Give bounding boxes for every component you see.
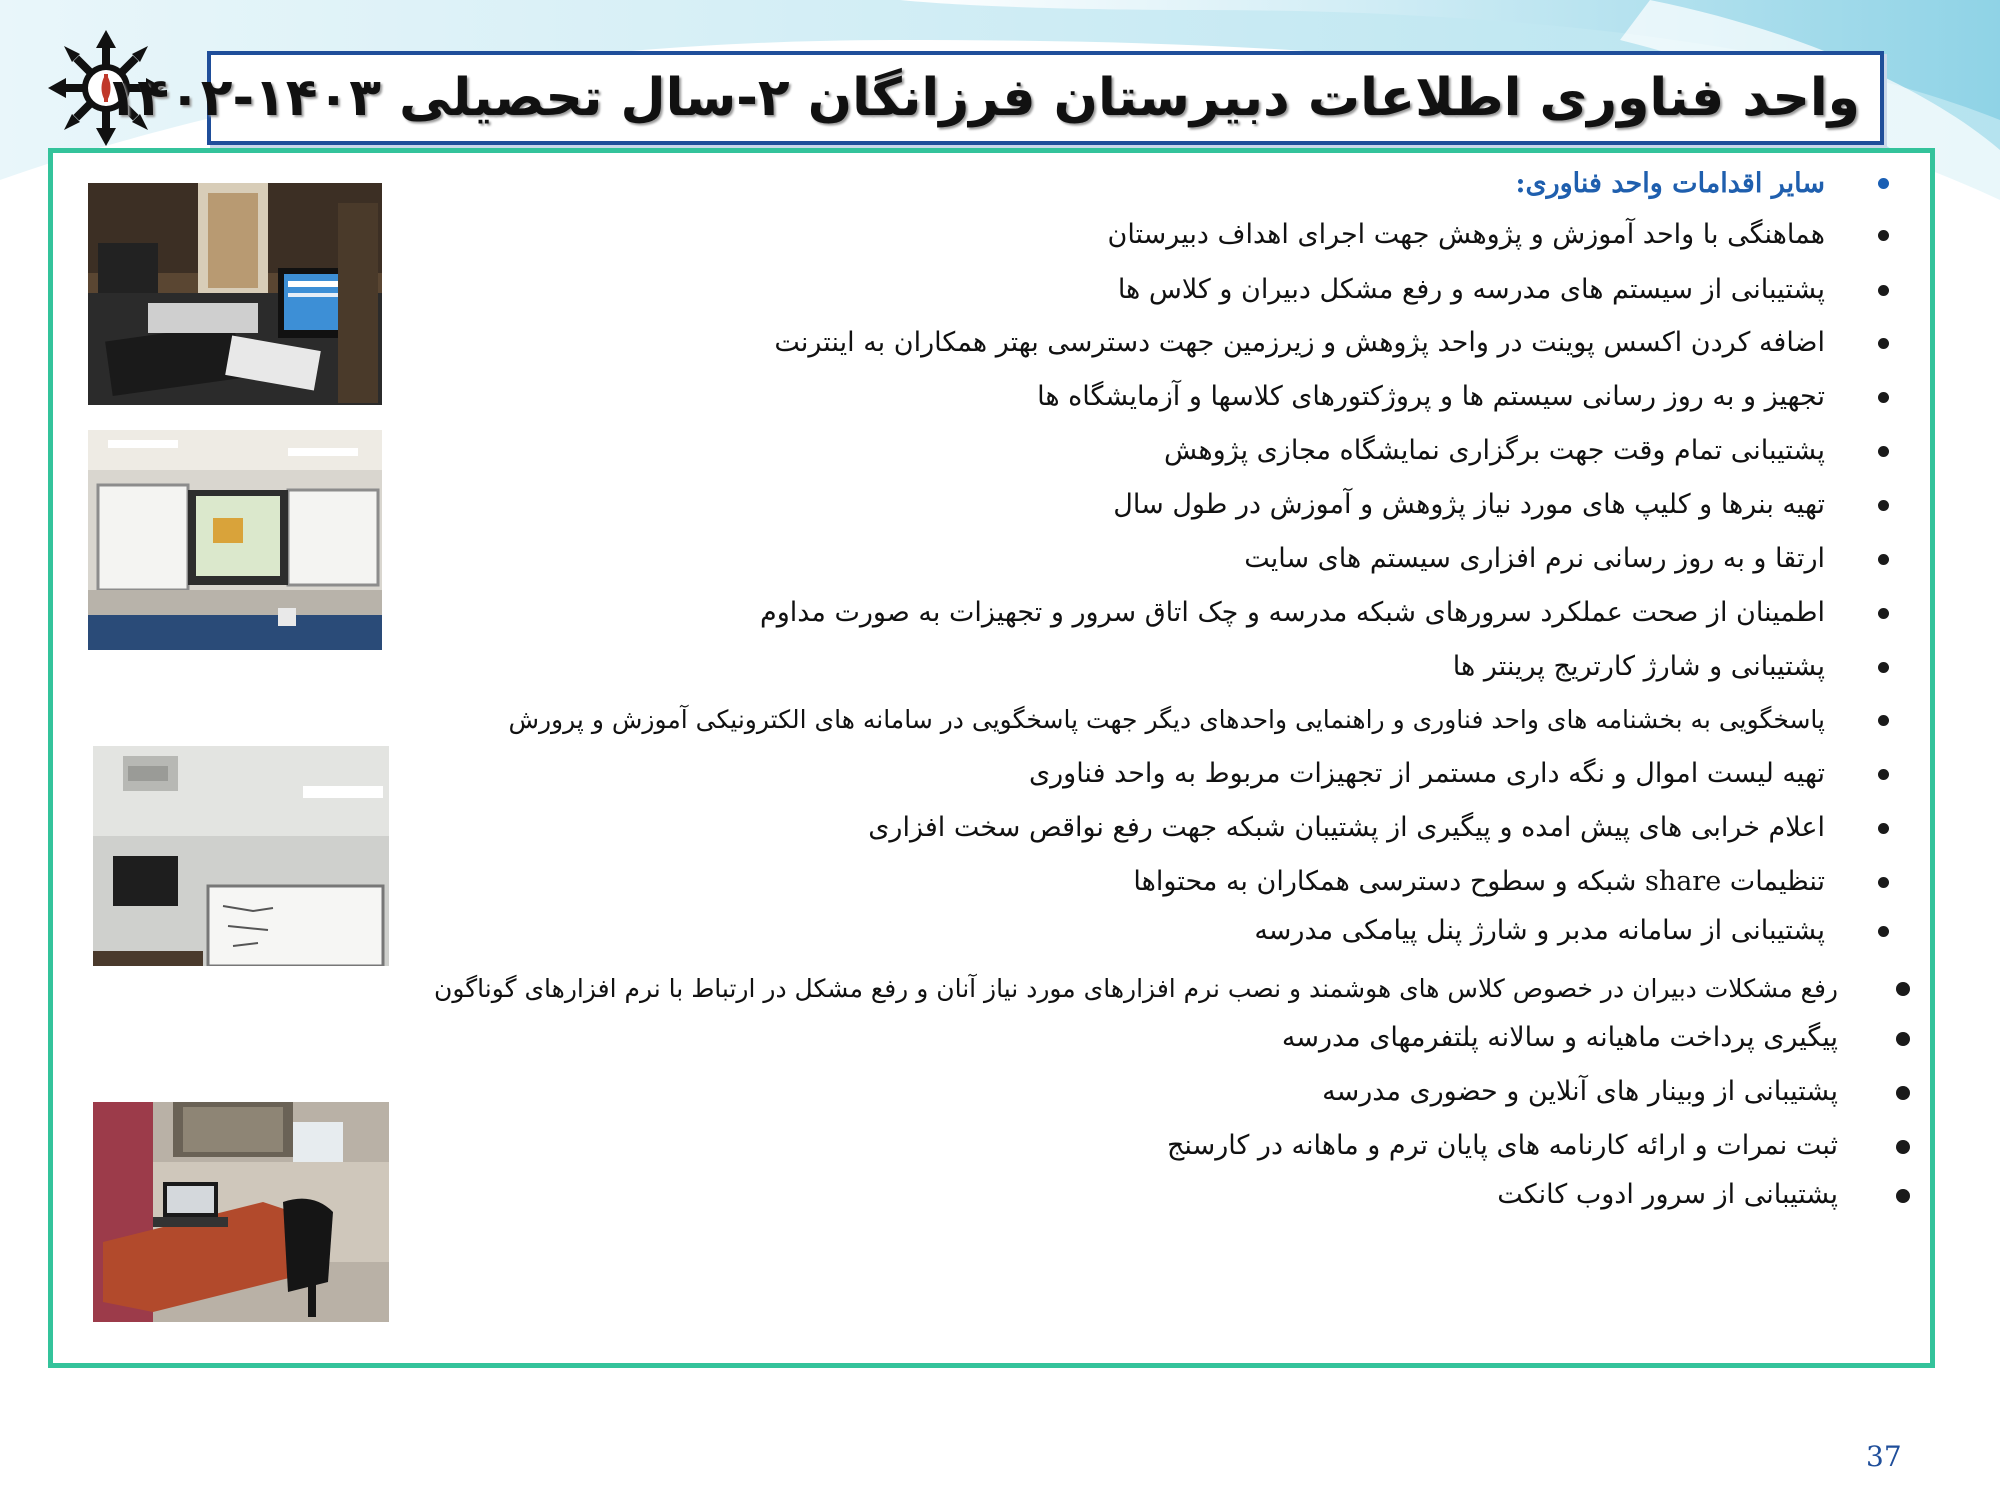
list-item: تنظیمات share شبکه و سطوح دسترسی همکاران به محتواها xyxy=(1133,866,1825,897)
list-item: تهیه لیست اموال و نگه داری مستمر از تجهیزات مربوط به واحد فناوری xyxy=(1029,758,1825,789)
page-number: 37 xyxy=(1866,1440,1902,1473)
list-item: پشتیبانی از سامانه مدبر و شارژ پنل پیامکی مدرسه xyxy=(1254,915,1825,946)
photo-office-desk-laptop xyxy=(93,1102,389,1322)
list-item: اعلام خرابی های پیش امده و پیگیری از پشتیبان شبکه جهت رفع نواقص سخت افزاری xyxy=(868,812,1825,843)
photo-classroom-projector xyxy=(88,430,382,650)
list-item: اضافه کردن اکسس پوینت در واحد پژوهش و زیرزمین جهت دسترسی بهتر همکاران به اینترنت xyxy=(774,327,1825,358)
list-item: ثبت نمرات و ارائه کارنامه های پایان ترم و ماهانه در کارسنج xyxy=(1167,1130,1838,1161)
photo-server-room-ceiling xyxy=(93,746,389,966)
list-item: پشتیبانی تمام وقت جهت برگزاری نمایشگاه مجازی پژوهش xyxy=(1163,435,1825,466)
list-heading: سایر اقدامات واحد فناوری: xyxy=(1515,168,1825,199)
list-item: پشتیبانی و شارژ کارتریج پرینتر ها xyxy=(1452,651,1825,682)
list-item: تجهیز و به روز رسانی سیستم ها و پروژکتورهای کلاسها و آزمایشگاه ها xyxy=(1037,381,1825,412)
list-item: اطمینان از صحت عملکرد سرورهای شبکه مدرسه و چک اتاق سرور و تجهیزات به صورت مداوم xyxy=(760,597,1825,628)
list-item: پشتیبانی از سیستم های مدرسه و رفع مشکل دبیران و کلاس ها xyxy=(1117,274,1825,305)
list-item: پاسخگویی به بخشنامه های واحد فناوری و راهنمایی واحدهای دیگر جهت پاسخگویی در سامانه های الکترونیکی آموزش و پرورش xyxy=(508,705,1825,734)
slide-title: واحد فناوری اطلاعات دبیرستان فرزانگان ۲-سال تحصیلی ۱۴۰۳-۱۴۰۲ xyxy=(105,68,1860,128)
photo-office-computers xyxy=(88,183,382,405)
list-item: رفع مشکلات دبیران در خصوص کلاس های هوشمند و نصب نرم افزارهای مورد نیاز آنان و رفع مشکل در ارتباط با نرم افزارهای گوناگون xyxy=(433,974,1838,1003)
list-item: پشتیبانی از سرور ادوب کانکت xyxy=(1497,1179,1838,1210)
slide-title-box xyxy=(105,51,1884,145)
list-item: ارتقا و به روز رسانی نرم افزاری سیستم های سایت xyxy=(1244,543,1825,574)
list-item: پشتیبانی از وبینار های آنلاین و حضوری مدرسه xyxy=(1322,1076,1838,1107)
list-item: پیگیری پرداخت ماهیانه و سالانه پلتفرمهای مدرسه xyxy=(1281,1022,1838,1053)
list-item: هماهنگی با واحد آموزش و پژوهش جهت اجرای اهداف دبیرستان xyxy=(1107,219,1825,250)
list-item: تهیه بنرها و کلیپ های مورد نیاز پژوهش و آموزش در طول سال xyxy=(1113,489,1825,520)
